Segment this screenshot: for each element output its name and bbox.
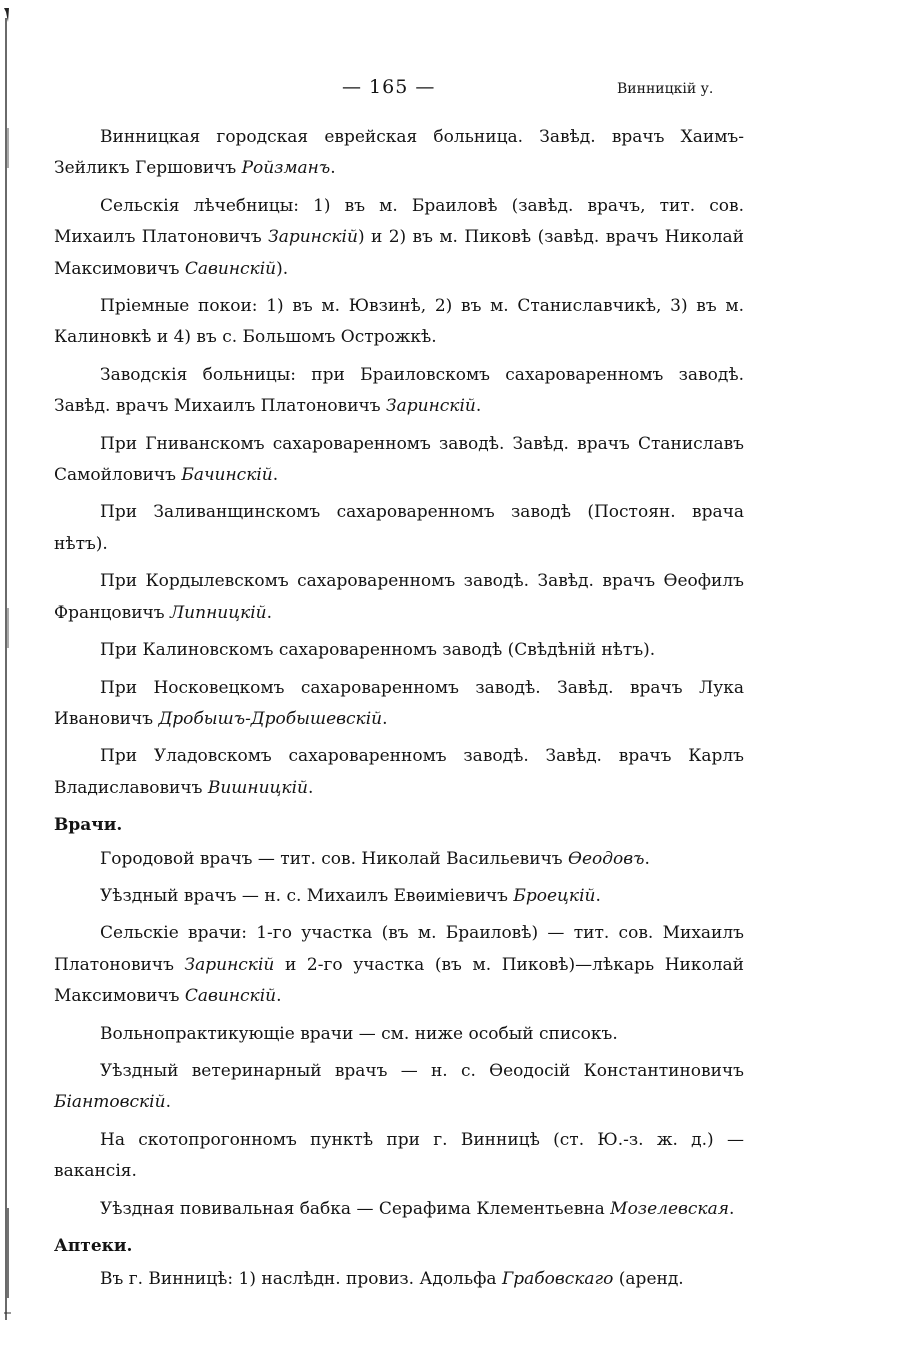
paragraph: Городовой врачъ — тит. сов. Николай Васильевичъ Ѳеодовъ. (100, 848, 650, 869)
page-body (54, 122, 744, 1302)
surname: Савинскій (184, 258, 277, 279)
surname: Вишницкій (207, 777, 308, 798)
running-head: Винницкій у. (617, 81, 714, 97)
paragraph: Вольнопрактикующіе врачи — см. ниже особый списокъ. (100, 1023, 618, 1044)
surname: Ройзманъ (241, 158, 331, 179)
surname: Броецкій (513, 885, 596, 906)
paragraph: Винницкая городская еврейская больница. Завѣд. врачъ Хаимъ-Зейликъ Гершовичъ Ройзманъ. (54, 127, 744, 179)
surname: Дробышъ-Дробышевскій (158, 708, 383, 729)
surname: Ѳеодовъ (568, 848, 645, 869)
section-heading-doctors: Врачи. (54, 815, 123, 836)
paragraph: Уѣздный врачъ — н. с. Михаилъ Евѳиміевичъ Броецкій. (100, 885, 601, 906)
paragraph: Уѣздная повивальная бабка — Серафима Клементьевна Мозелевская. (100, 1198, 735, 1219)
surname: Липницкій (170, 602, 267, 623)
page-number: — 165 — (342, 76, 436, 98)
surname: Заринскій (386, 396, 476, 417)
page-binding-edge (2, 8, 11, 1323)
paragraph: При Заливанщинскомъ сахароваренномъ заводѣ (Постоян. врача нѣтъ). (54, 502, 744, 554)
surname: Грабовскаго (501, 1269, 614, 1290)
section-heading-pharmacies: Аптеки. (54, 1236, 133, 1256)
surname: Мозелевская (610, 1198, 729, 1219)
paragraph: На скотопрогонномъ пунктѣ при г. Винницѣ (ст. Ю.-з. ж. д.) — вакансія. (54, 1129, 744, 1182)
paragraph: При Калиновскомъ сахароваренномъ заводѣ (Свѣдѣній нѣтъ). (100, 640, 656, 661)
paragraph: Заводскія больницы: при Браиловскомъ сахароваренномъ заводѣ. Завѣд. врачъ Михаилъ Платоновичъ Заринскій. (54, 364, 744, 417)
surname: Савинскій (184, 986, 277, 1007)
page-header (0, 76, 900, 106)
surname: Бачинскій (181, 465, 273, 486)
surname: Заринскій (268, 227, 358, 248)
paragraph: При Кордылевскомъ сахароваренномъ заводѣ. Завѣд. врачъ Ѳеофилъ Францовичъ Липницкій. (54, 571, 744, 623)
surname: Біантовскій (54, 1092, 166, 1113)
paragraph: Сельскія лѣчебницы: 1) въ м. Браиловѣ (завѣд. врачъ, тит. сов. Михаилъ Платоновичъ Заринскій) и 2) въ м. Пиковѣ (завѣд. врачъ Николай Максимовичъ Савинскій). (54, 195, 745, 279)
surname: Заринскій (184, 954, 275, 975)
paragraph: Пріемные покои: 1) въ м. Ювзинѣ, 2) въ м. Станиславчикѣ, 3) въ м. Калиновкѣ и 4) въ с. Большомъ Острожкѣ. (54, 296, 744, 348)
paragraph: Сельскіе врачи: 1-го участка (въ м. Браиловѣ) — тит. сов. Михаилъ Платоновичъ Заринскій и 2-го участка (въ м. Пиковѣ)—лѣкарь Николай Максимовичъ Савинскій. (54, 923, 744, 1007)
paragraph: Въ г. Винницѣ: 1) наслѣдн. провиз. Адольфа Грабовскаго (аренд. (100, 1269, 684, 1290)
paragraph: При Гниванскомъ сахароваренномъ заводѣ. Завѣд. врачъ Станиславъ Самойловичъ Бачинскій. (54, 433, 744, 486)
paragraph: Уѣздный ветеринарный врачъ — н. с. Ѳеодосій Константиновичъ Біантовскій. (54, 1060, 744, 1113)
paragraph: При Уладовскомъ сахароваренномъ заводѣ. Завѣд. врачъ Карлъ Владиславовичъ Вишницкій. (54, 746, 744, 798)
paragraph: При Носковецкомъ сахароваренномъ заводѣ. Завѣд. врачъ Лука Ивановичъ Дробышъ-Дробышевскій. (54, 677, 744, 729)
